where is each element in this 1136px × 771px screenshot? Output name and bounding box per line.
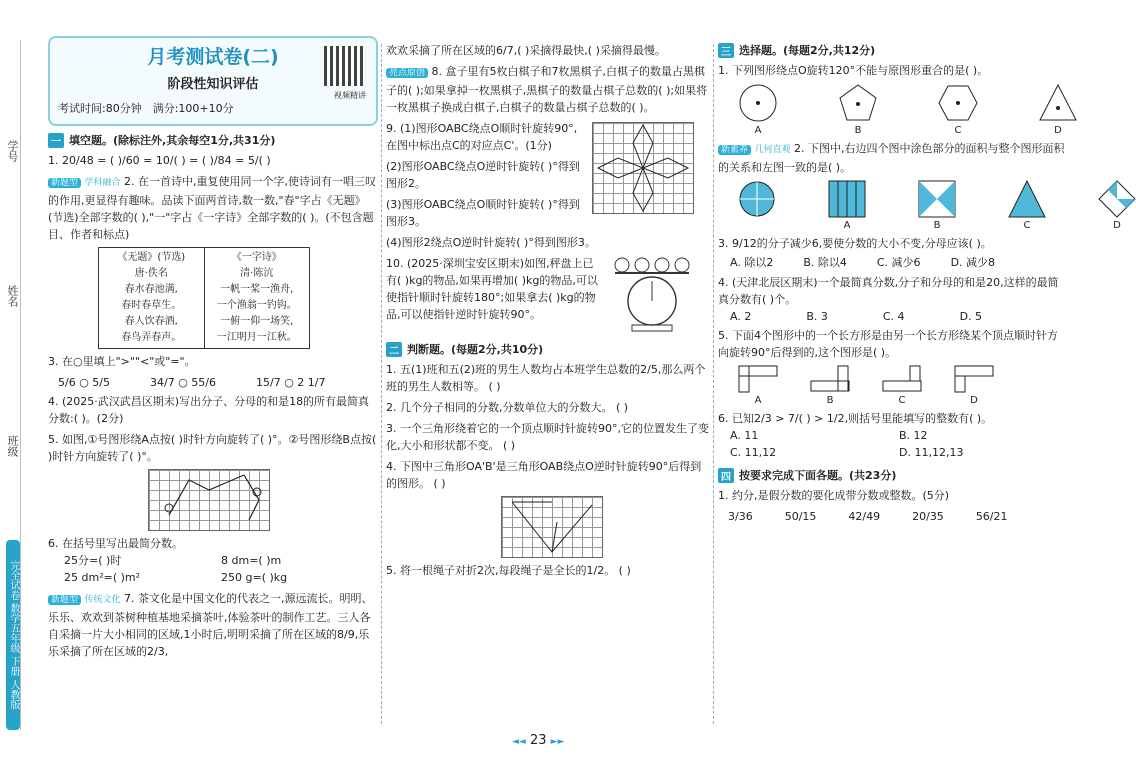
judge-1: 1. 五(1)班和五(2)班的男生人数均占本班学生总数的2/5,那么两个班的男生人数相等。 ( ) xyxy=(386,363,706,393)
poem-line: 春鸟弄春声。 xyxy=(121,332,182,343)
poem-line: 春时春草生。 xyxy=(121,300,182,311)
poem-line: 春水春池满, xyxy=(124,284,178,295)
q2-tag2: 学科融合 xyxy=(84,178,121,188)
q2-text: 2. 在一首诗中,重复使用同一个字,使诗词有一唱三叹的作用,更显得有趣味。品读下面两首诗,数一数,"春"字占《无题》(节选)全部字数的( ),"一"字占《一字诗》全部字数的( )。(不包含题目、作者和标点) xyxy=(48,175,377,241)
q8-tag: 亮点原创 xyxy=(386,68,428,78)
pentagon-shape-icon xyxy=(838,83,878,123)
c3-option: C. 减少6 xyxy=(876,256,921,269)
rectangles-shape-icon xyxy=(738,365,778,393)
c2-text: 2. 下图中,右边四个图中涂色部分的面积与整个图形面积的关系和左图一致的是( )。 xyxy=(718,142,1065,174)
option-label: D xyxy=(970,395,978,406)
c4-options xyxy=(730,310,1068,323)
binding-line xyxy=(20,40,21,730)
scale-figure xyxy=(607,255,697,335)
q9-grid xyxy=(592,122,694,214)
section-2-num: 二 xyxy=(386,342,402,357)
q9-part: (2)图形OABC绕点O逆时针旋转( )°得到图形2。 xyxy=(386,160,580,190)
fraction-item: 56/21 xyxy=(975,510,1008,523)
q2-tag: 新题型 xyxy=(48,178,81,188)
spine-label: 完全试卷 数学五年级 下册 人教版 xyxy=(6,540,20,730)
hexagon-shape-icon xyxy=(938,83,978,123)
q8-text: 8. 盒子里有5枚白棋子和7枚黑棋子,白棋子的数量占黑棋子的( );如果拿掉一枚黑棋子,黑棋子的数量占棋子总数的( );如果将一枚黑棋子换成白棋子,白棋子的数量占棋子总数的( )。 xyxy=(386,65,708,114)
column-right xyxy=(718,36,1121,523)
option-label: B xyxy=(854,125,862,136)
column-divider xyxy=(381,44,383,724)
title-box xyxy=(48,36,378,126)
question-2 xyxy=(48,173,378,243)
c2-reference xyxy=(738,180,776,231)
q6-item: 25 dm²=( )m² xyxy=(64,571,141,584)
q5-figure xyxy=(149,470,269,530)
c4-option: D. 5 xyxy=(959,310,983,323)
question-4: 4. (2025·武汉武昌区期末)写出分子、分母的和是18的所有最简真分数:( )。(2分) xyxy=(48,395,370,425)
square-shape-icon xyxy=(918,180,956,218)
judge-5: 5. 将一根绳子对折2次,每段绳子是全长的1/2。 ( ) xyxy=(386,564,631,577)
choice-4: 4. (天津北辰区期末)一个最简真分数,分子和分母的和是20,这样的最简真分数有( )个。 xyxy=(718,276,1059,306)
column-left xyxy=(48,36,378,660)
c5-option-b xyxy=(810,365,850,406)
c6-option: B. 12 xyxy=(899,429,928,442)
c2-option-a xyxy=(828,180,866,231)
judge-3: 3. 一个三角形绕着它的一个顶点顺时针旋转90°,它的位置发生了变化,大小和形状都不变。 ( ) xyxy=(386,422,709,452)
choice-5: 5. 下面4个图形中的一个长方形是由另一个长方形绕某个顶点顺时针方向旋转90°后得到的,这个图形是( )。 xyxy=(718,329,1058,359)
fraction-item: 20/35 xyxy=(912,510,944,523)
c3-option: A. 除以2 xyxy=(730,256,774,269)
q7-text: 7. 茶文化是中国文化的代表之一,源远流长。明明、乐乐、欢欢到茶树种植基地采摘茶叶,体验茶叶的制作工艺。三人各自采摘一片大小相同的区域,1小时后,明明采摘了所在区域的8/9,乐乐采摘了所在区域的2/3, xyxy=(48,592,373,658)
option-label: C xyxy=(1023,220,1031,231)
fraction-item: 3/36 xyxy=(728,510,753,523)
c6-options xyxy=(730,427,1068,461)
section-3-header xyxy=(718,42,1068,58)
c5-option-c xyxy=(882,365,922,406)
q9-part-4: (4)图形2绕点O逆时针旋转( )°得到图形3。 xyxy=(386,236,596,249)
q7-tag: 新题型 xyxy=(48,595,81,605)
q9-part: (3)图形OABC绕点O顺时针旋转( )°得到图形3。 xyxy=(386,198,580,228)
poem-1 xyxy=(99,248,204,348)
question-3: 3. 在○里填上">""<"或"="。 xyxy=(48,355,196,368)
c4-option: A. 2 xyxy=(730,310,752,323)
poem-2-title: 《一字诗》 xyxy=(231,252,282,263)
poem-line: 一江明月一江秋。 xyxy=(216,332,297,343)
poem-line: 一帆一桨一渔舟, xyxy=(220,284,294,295)
q9-figure xyxy=(593,123,693,213)
c2-tag2: 几何直观 xyxy=(754,145,791,155)
poem-line: 一俯一仰一场笑, xyxy=(220,316,294,327)
fraction-item: 42/49 xyxy=(848,510,881,523)
right-arrow-icon: ►► xyxy=(550,737,565,747)
judge-4-figure xyxy=(502,497,602,557)
c1-option-a xyxy=(738,83,778,136)
q7-tag2: 传统文化 xyxy=(84,595,121,605)
q3-item: 5/6 ○ 5/5 xyxy=(58,376,110,389)
option-label: C xyxy=(954,125,962,136)
section-1-title: 填空题。(除标注外,其余每空1分,共31分) xyxy=(69,134,276,147)
rectangles-shape-icon xyxy=(810,365,850,393)
triangle-shape-icon xyxy=(1008,180,1046,218)
column-divider xyxy=(713,44,715,724)
c2-option-c xyxy=(1008,180,1046,231)
poem-table xyxy=(98,247,310,349)
option-label: B xyxy=(933,220,941,231)
section-4-header xyxy=(718,467,1068,483)
stripes-shape-icon xyxy=(828,180,866,218)
page-title: 月考测试卷(二) xyxy=(147,46,279,68)
q6-item: 8 dm=( )m xyxy=(221,554,282,567)
s4q1-items xyxy=(728,510,1068,523)
c1-option-b xyxy=(838,83,878,136)
c6-option: D. 11,12,13 xyxy=(899,446,964,459)
question-8 xyxy=(386,63,711,116)
c3-option: D. 减少8 xyxy=(950,256,996,269)
q7-continued: 欢欢采摘了所在区域的6/7,( )采摘得最快,( )采摘得最慢。 xyxy=(386,44,666,57)
q3-items xyxy=(58,376,378,389)
judge-4-grid xyxy=(501,496,603,558)
rectangles-shape-icon xyxy=(882,365,922,393)
c5-option-a xyxy=(738,365,778,406)
section-1-header xyxy=(48,132,378,148)
page-number-value: 23 xyxy=(529,733,547,748)
option-label: D xyxy=(1113,220,1121,231)
q3-item: 15/7 ○ 2 1/7 xyxy=(256,376,326,389)
poem-1-author: 唐·佚名 xyxy=(134,268,168,279)
section-4-num: 四 xyxy=(718,468,734,483)
page-subtitle: 阶段性知识评估 xyxy=(167,77,259,92)
c6-option: A. 11 xyxy=(730,429,759,442)
c4-option: C. 4 xyxy=(882,310,905,323)
option-label: D xyxy=(1054,125,1062,136)
triangle-shape-icon xyxy=(1038,83,1078,123)
c5-option-d xyxy=(954,365,994,406)
s4-question-1: 1. 约分,是假分数的要化成带分数或整数。(5分) xyxy=(718,489,950,502)
poem-line: 春人饮春酒, xyxy=(124,316,178,327)
c1-option-d xyxy=(1038,83,1078,136)
section-2-title: 判断题。(每题2分,共10分) xyxy=(407,343,544,356)
left-arrow-icon: ◄◄ xyxy=(512,737,526,747)
question-1: 1. 20/48 = ( )/60 = 10/( ) = ( )/84 = 5/( ) xyxy=(48,154,271,167)
c2-tag: 新素养 xyxy=(718,145,751,155)
c2-option-b xyxy=(918,180,956,231)
question-10 xyxy=(386,251,711,335)
q9-text xyxy=(386,116,586,230)
judge-4: 4. 下图中三角形OA'B'是三角形OAB绕点O逆时针旋转90°后得到的图形。 ( ) xyxy=(386,460,702,490)
exam-meta: 考试时间:80分钟 满分:100+10分 xyxy=(58,102,234,115)
q3-item: 34/7 ○ 55/6 xyxy=(150,376,216,389)
c5-shapes xyxy=(738,365,1068,406)
choice-6: 6. 已知2/3 > 7/( ) > 1/2,则括号里能填写的整数有( )。 xyxy=(718,412,993,425)
pie-shape-icon xyxy=(738,180,776,218)
qr-caption: 视频精讲 xyxy=(334,91,366,100)
c2-shapes xyxy=(738,180,1121,231)
q9-part: 9. (1)图形OABC绕点O顺时针旋转90°,在图中标出点C的对应点C'。(1分) xyxy=(386,122,578,152)
question-5: 5. 如图,①号图形绕A点按( )时针方向旋转了( )°。②号图形绕B点按( )时针方向旋转了( )°。 xyxy=(48,433,377,463)
poem-2 xyxy=(204,248,310,348)
option-label: A xyxy=(754,395,762,406)
q6-item: 250 g=( )kg xyxy=(221,571,288,584)
section-2-header xyxy=(386,341,711,357)
section-4-title: 按要求完成下面各题。(共23分) xyxy=(739,469,897,482)
name-label: 姓名 xyxy=(6,285,19,307)
qr-code-icon[interactable] xyxy=(324,46,364,86)
option-label: C xyxy=(898,395,906,406)
circle-shape-icon xyxy=(738,83,778,123)
poem-line: 一个渔翁一钓钩。 xyxy=(216,300,297,311)
section-3-num: 三 xyxy=(718,43,734,58)
c3-option: B. 除以4 xyxy=(803,256,847,269)
choice-2 xyxy=(718,140,1068,176)
option-label: A xyxy=(754,125,762,136)
choice-1: 1. 下列图形绕点O旋转120°不能与原图形重合的是( )。 xyxy=(718,64,989,77)
class-label: 班级 xyxy=(6,435,19,457)
question-9 xyxy=(386,116,711,230)
section-3-title: 选择题。(每题2分,共12分) xyxy=(739,44,876,57)
c1-shapes xyxy=(738,83,1068,136)
poem-1-title: 《无题》(节选) xyxy=(117,252,186,263)
fraction-item: 50/15 xyxy=(784,510,817,523)
option-label: B xyxy=(826,395,834,406)
q5-grid xyxy=(148,469,270,531)
c3-options xyxy=(730,254,1068,270)
q6-item: 25分=( )时 xyxy=(64,554,122,567)
c6-option: C. 11,12 xyxy=(730,446,777,459)
question-7 xyxy=(48,590,378,660)
choice-3: 3. 9/12的分子减少6,要使分数的大小不变,分母应该( )。 xyxy=(718,237,992,250)
question-6: 6. 在括号里写出最简分数。 xyxy=(48,537,183,550)
page-number xyxy=(512,733,565,748)
q10-text: 10. (2025·深圳宝安区期末)如图,秤盘上已有( )kg的物品,如果再增加( )kg的物品,可以使指针顺时针旋转180°;如果拿去( )kg的物品,可以使指针逆时针旋转90°。 xyxy=(386,257,598,321)
column-middle xyxy=(386,36,711,579)
judge-2: 2. 几个分子相同的分数,分数单位大的分数大。 ( ) xyxy=(386,401,629,414)
option-label: A xyxy=(843,220,851,231)
q6-items xyxy=(64,552,378,586)
diamond-shape-icon xyxy=(1098,180,1136,218)
c2-option-d xyxy=(1098,180,1136,231)
poem-2-author: 清·陈沆 xyxy=(240,268,274,279)
rectangles-shape-icon xyxy=(954,365,994,393)
c1-option-c xyxy=(938,83,978,136)
c4-option: B. 3 xyxy=(806,310,828,323)
student-no-label: 学号 xyxy=(6,140,19,162)
section-1-num: 一 xyxy=(48,133,64,148)
